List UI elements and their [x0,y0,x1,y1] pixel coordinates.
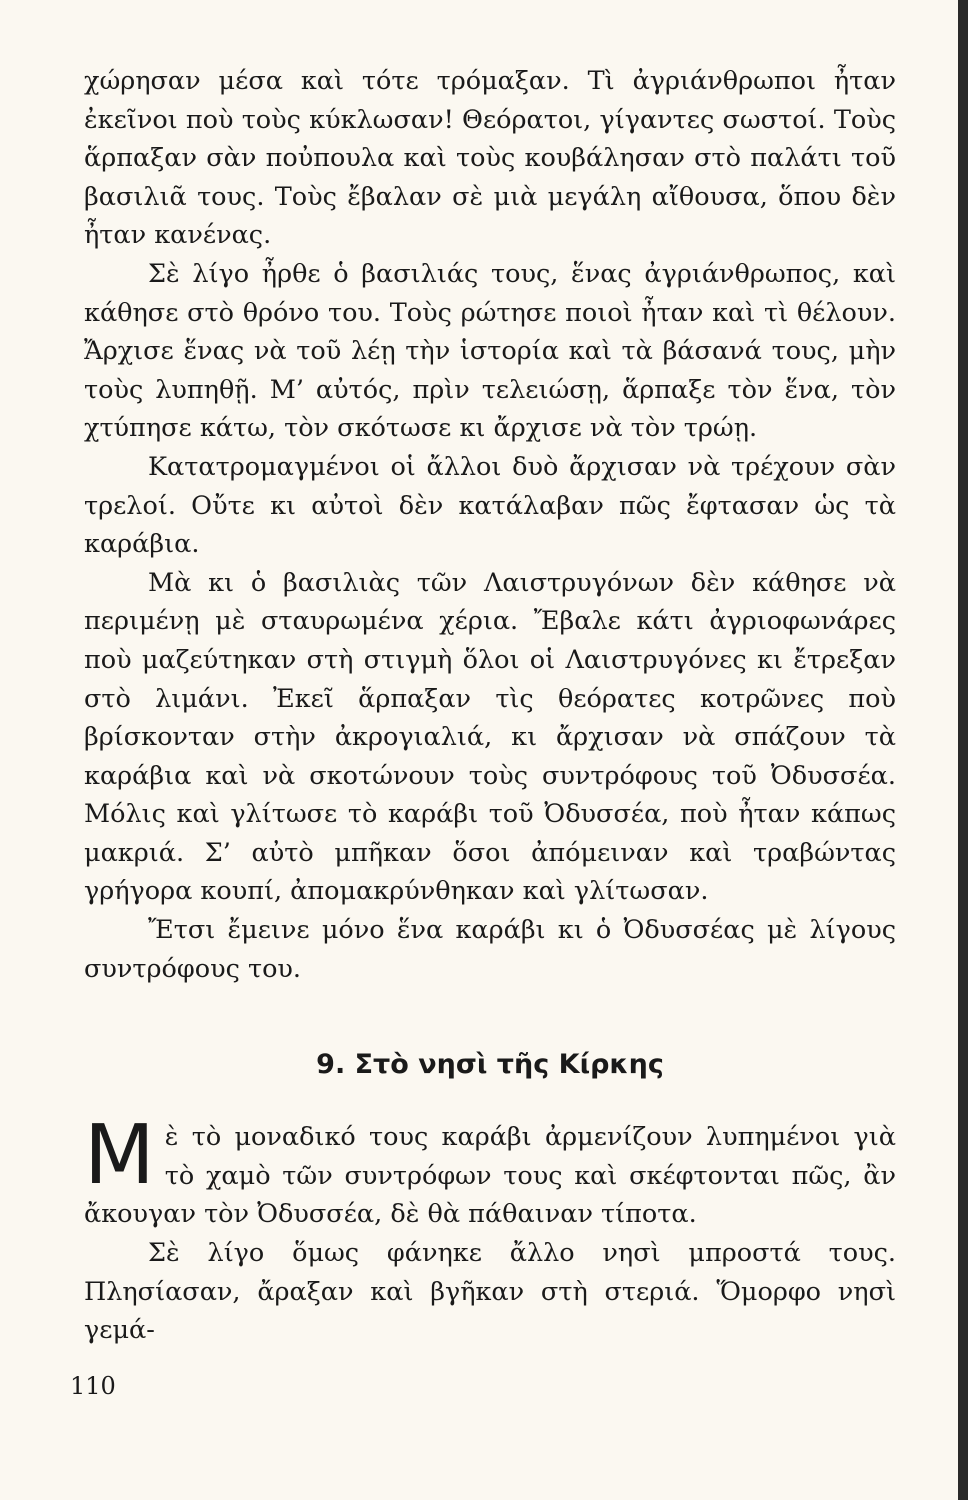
scan-edge-bar [958,0,968,1500]
page-number: 110 [70,1372,116,1400]
dropcap-paragraph [84,1108,896,1234]
paragraph-7: Σὲ λίγο ὅμως φάνηκε ἄλλο νησὶ μπροστά τους. Πλησίασαν, ἄραξαν καὶ βγῆκαν στὴ στεριά. Ὅμορφο νησὶ γεμά- [84,1238,896,1346]
dropcap-paragraph-text: ὲ τὸ μοναδικό τους καράβι ἀρμενίζουν λυπημένοι γιὰ τὸ χαμὸ τῶν συντρόφων τους καὶ σκέφτονται πῶς, ἂν ἄκουγαν τὸν Ὀδυσσέα, δὲ θὰ πάθαιναν τίποτα. [84,1122,896,1230]
drop-cap-initial: Μ [84,1108,155,1204]
page-body [84,62,896,1350]
paragraph-5: Ἔτσι ἔμεινε μόνο ἕνα καράβι κι ὁ Ὀδυσσέας μὲ λίγους συντρόφους του. [84,915,896,984]
paragraph-2: Σὲ λίγο ἦρθε ὁ βασιλιάς τους, ἕνας ἀγριάνθρωπος, καὶ κάθησε στὸ θρόνο του. Τοὺς ρώτησε ποιοὶ ἦταν καὶ τὶ θέλουν. Ἄρχισε ἕνας νὰ τοῦ λέῃ τὴν ἱστορία καὶ τὰ βάσανά τους, μὴν τοὺς λυπηθῇ. Μ’ αὐτός, πρὶν τελειώσῃ, ἅρπαξε τὸν ἕνα, τὸν χτύπησε κάτω, τὸν σκότωσε κι ἄρχισε νὰ τὸν τρώῃ. [84,258,896,444]
section-title: 9. Στὸ νησὶ τῆς Κίρκης [316,1049,664,1081]
paragraph-1: χώρησαν μέσα καὶ τότε τρόμαξαν. Τὶ ἀγριάνθρωποι ἦταν ἐκεῖνοι ποὺ τοὺς κύκλωσαν! Θεόρατοι, γίγαντες σωστοί. Τοὺς ἅρπαξαν σὰν ποὐπουλα καὶ τοὺς κουβάλησαν στὸ παλάτι τοῦ βασιλιᾶ τους. Τοὺς ἔβαλαν σὲ μιὰ μεγάλη αἴθουσα, ὅπου δὲν ἦταν κανένας. [84,66,896,251]
paragraph-4: Μὰ κι ὁ βασιλιὰς τῶν Λαιστρυγόνων δὲν κάθησε νὰ περιμένῃ μὲ σταυρωμένα χέρια. Ἔβαλε κάτι ἀγριοφωνάρες ποὺ μαζεύτηκαν στὴ στιγμὴ ὅλοι οἱ Λαιστρυγόνες κι ἔτρεξαν στὸ λιμάνι. Ἐκεῖ ἅρπαξαν τὶς θεόρατες κοτρῶνες ποὺ βρίσκονταν στὴν ἀκρογιαλιά, κι ἄρχισαν νὰ σπάζουν τὰ καράβια καὶ νὰ σκοτώνουν τοὺς συντρόφους τοῦ Ὀδυσσέα. Μόλις καὶ γλίτωσε τὸ καράβι τοῦ Ὀδυσσέα, ποὺ ἦταν κάπως μακριά. Σ’ αὐτὸ μπῆκαν ὅσοι ἀπόμειναν καὶ τραβώντας γρήγορα κουπί, ἀπομακρύνθηκαν καὶ γλίτωσαν. [84,567,896,907]
paragraph-3: Κατατρομαγμένοι οἱ ἄλλοι δυὸ ἄρχισαν νὰ τρέχουν σὰν τρελοί. Οὔτε κι αὐτοὶ δὲν κατάλαβαν πῶς ἔφτασαν ὡς τὰ καράβια. [84,451,896,560]
